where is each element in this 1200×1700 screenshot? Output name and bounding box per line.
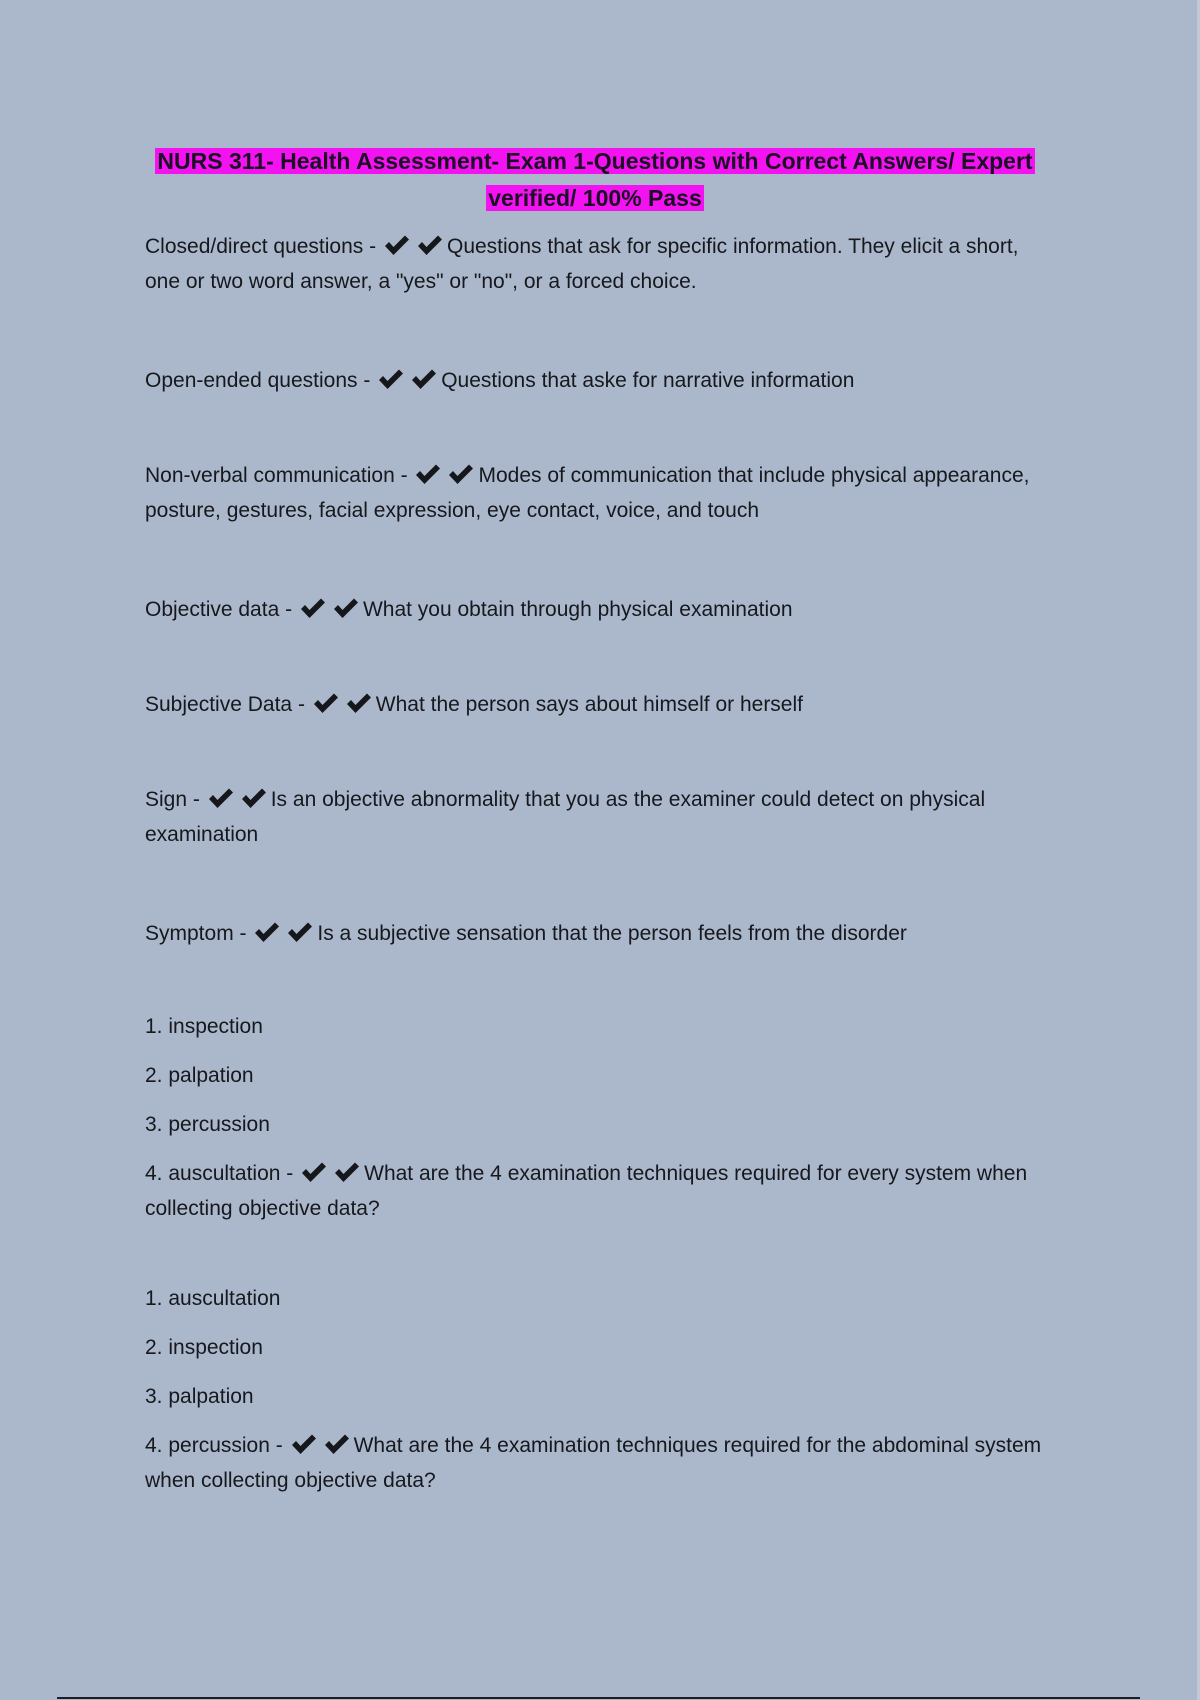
document-title	[145, 143, 1045, 217]
check-icon	[240, 787, 267, 809]
qa-entry-closed-direct-questions	[145, 231, 1045, 298]
entry-separator: -	[297, 693, 305, 716]
qa-entry-open-ended-questions	[145, 365, 1045, 400]
entry-answer: What the person says about himself or herself	[375, 693, 803, 716]
list-item: 1. auscultation	[145, 1287, 281, 1310]
check-marks	[377, 368, 439, 400]
list-last-item	[145, 1430, 1045, 1497]
check-icon	[414, 463, 441, 485]
entry-term: Subjective Data	[145, 693, 293, 716]
entry-answer: Questions that aske for narrative information	[441, 369, 855, 392]
check-icon	[253, 921, 280, 943]
check-icon	[345, 692, 372, 714]
entry-separator: -	[239, 922, 247, 945]
entry-separator: -	[275, 1434, 283, 1457]
entry-answer: What are the 4 examination techniques required for every system when collecting objective data?	[145, 1162, 1028, 1220]
qa-entry-subjective-data	[145, 689, 1045, 724]
entry-term: Objective data	[145, 598, 280, 621]
qa-entry-non-verbal-communication	[145, 460, 1045, 527]
entry-answer: What you obtain through physical examination	[362, 598, 793, 621]
entry-separator: -	[285, 598, 293, 621]
check-icon	[300, 1161, 327, 1183]
check-marks	[253, 921, 315, 953]
entry-term: Open-ended questions	[145, 369, 358, 392]
entry-answer: Questions that ask for specific information. They elicit a short, one or two word answer, a "yes" or "no", or a forced choice.	[145, 235, 1019, 293]
bottom-rule	[57, 1697, 1140, 1699]
entry-answer: What are the 4 examination techniques required for the abdominal system when collecting objective data?	[145, 1434, 1042, 1492]
list-last-item	[145, 1158, 1045, 1225]
entry-term: 4. auscultation	[145, 1162, 281, 1185]
check-icon	[207, 787, 234, 809]
check-icon	[333, 1161, 360, 1183]
qa-entry-sign	[145, 784, 1045, 851]
list-item: 2. inspection	[145, 1336, 263, 1359]
check-marks	[290, 1433, 352, 1465]
check-icon	[383, 234, 410, 256]
qa-entry-symptom	[145, 918, 1045, 953]
entry-term: Symptom	[145, 922, 234, 945]
document-content	[145, 143, 1045, 1497]
qa-entry-objective-data	[145, 594, 1045, 629]
check-icon	[290, 1433, 317, 1455]
entry-answer: Is an objective abnormality that you as the examiner could detect on physical examination	[145, 788, 986, 846]
entry-answer: Modes of communication that include physical appearance, posture, gestures, facial expression, eye contact, voice, and touch	[145, 464, 1030, 522]
check-icon	[286, 921, 313, 943]
check-icon	[332, 597, 359, 619]
list-entry-abdominal-techniques	[145, 1283, 1045, 1497]
list-item: 3. percussion	[145, 1113, 270, 1136]
entry-separator: -	[192, 788, 200, 811]
entry-separator: -	[400, 464, 408, 487]
list-item: 2. palpation	[145, 1064, 254, 1087]
entry-separator: -	[286, 1162, 294, 1185]
check-icon	[299, 597, 326, 619]
entry-term: Sign	[145, 788, 188, 811]
entry-term: Non-verbal communication	[145, 464, 395, 487]
check-marks	[383, 234, 445, 266]
list-item: 1. inspection	[145, 1015, 263, 1038]
check-icon	[410, 368, 437, 390]
list-entry-examination-techniques	[145, 1011, 1045, 1225]
title-highlight: NURS 311- Health Assessment- Exam 1-Questions with Correct Answers/ Expert verified/ 100% Pass	[157, 148, 1033, 211]
entry-term: Closed/direct questions	[145, 235, 364, 258]
check-icon	[312, 692, 339, 714]
check-marks	[312, 692, 374, 724]
check-marks	[299, 597, 361, 629]
entry-term: 4. percussion	[145, 1434, 270, 1457]
entry-separator: -	[363, 369, 371, 392]
check-marks	[207, 787, 269, 819]
check-icon	[377, 368, 404, 390]
list-item: 3. palpation	[145, 1385, 254, 1408]
check-icon	[323, 1433, 350, 1455]
check-icon	[416, 234, 443, 256]
entry-answer: Is a subjective sensation that the person feels from the disorder	[317, 922, 907, 945]
entry-separator: -	[369, 235, 377, 258]
check-marks	[414, 463, 476, 495]
check-marks	[300, 1161, 362, 1193]
check-icon	[447, 463, 474, 485]
